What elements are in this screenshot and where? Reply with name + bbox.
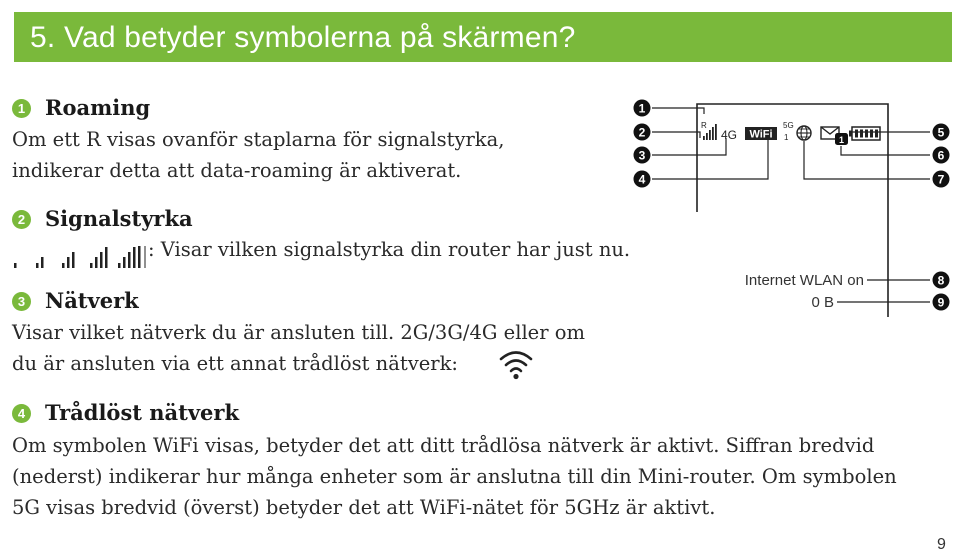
text-line: Om symbolen WiFi visas, betyder det att ditt trådlösa nätverk är aktivt. Siffran bredvid (12, 434, 875, 457)
network-label: 4G (721, 128, 738, 142)
text-line: (nederst) indikerar hur många enheter som är anslutna till din Mini-router. Om symbolen (12, 465, 897, 488)
status-text: Internet WLAN on (744, 272, 864, 289)
wifi-label: WiFi (749, 128, 773, 141)
text-line: 5G visas bredvid (överst) betyder det att WiFi-nätet för 5GHz är aktivt. (12, 496, 716, 519)
wifi-device-count: 1 (784, 133, 789, 142)
callout-number: 7 (937, 172, 945, 187)
section-wireless-title (12, 400, 239, 425)
callout-1 (634, 100, 705, 117)
callout-number: 5 (937, 125, 945, 140)
callout-4 (634, 138, 769, 188)
battery-icon (849, 127, 880, 140)
page-number: 9 (937, 536, 946, 553)
section-signal-title (12, 206, 193, 231)
section-network-title (12, 288, 139, 313)
text-line: Om ett R visas ovanför staplarna för signalstyrka, (12, 128, 505, 151)
callout-number: 6 (937, 148, 945, 163)
data-usage-text: 0 B (811, 294, 834, 311)
wifi-signal-icon (498, 348, 534, 380)
callout-3 (634, 138, 727, 164)
callout-number: 9 (937, 295, 945, 310)
wifi-5g-label: 5G (783, 121, 794, 130)
section-title-text: Nätverk (45, 288, 139, 313)
signal-strength-icon (14, 246, 148, 270)
callout-8 (867, 272, 950, 289)
callout-7 (804, 141, 950, 188)
roaming-indicator: R (701, 121, 707, 130)
section-wireless-text (12, 430, 897, 523)
callout-6 (841, 146, 950, 164)
callout-number: 1 (638, 101, 646, 116)
section-number: 3 (12, 292, 31, 311)
callout-number: 8 (937, 273, 945, 288)
text-line: indikerar detta att data-roaming är aktiverat. (12, 159, 462, 182)
globe-icon (797, 126, 811, 140)
callout-5 (850, 124, 950, 141)
callout-number: 4 (638, 172, 646, 187)
section-number: 4 (12, 404, 31, 423)
page-title: 5. Vad betyder symbolerna på skärmen? (30, 21, 576, 54)
section-roaming-title (12, 95, 150, 120)
router-screen-diagram (620, 92, 960, 332)
text-line: du är ansluten via ett annat trådlöst nätverk: (12, 352, 458, 375)
message-count: 1 (838, 135, 845, 145)
section-signal-text: : Visar vilken signalstyrka din router har just nu. (148, 238, 631, 261)
section-title-text: Signalstyrka (45, 206, 193, 231)
callout-number: 2 (638, 125, 646, 140)
section-title-text: Trådlöst nätverk (45, 400, 240, 425)
callout-number: 3 (638, 148, 646, 163)
section-number: 1 (12, 99, 31, 118)
section-number: 2 (12, 210, 31, 229)
callout-2 (634, 124, 701, 141)
page-header (14, 12, 952, 62)
section-roaming-text (12, 124, 504, 186)
callout-9 (837, 294, 950, 311)
text-line: Visar vilket nätverk du är ansluten till. 2G/3G/4G eller om (12, 321, 585, 344)
section-title-text: Roaming (45, 95, 151, 120)
